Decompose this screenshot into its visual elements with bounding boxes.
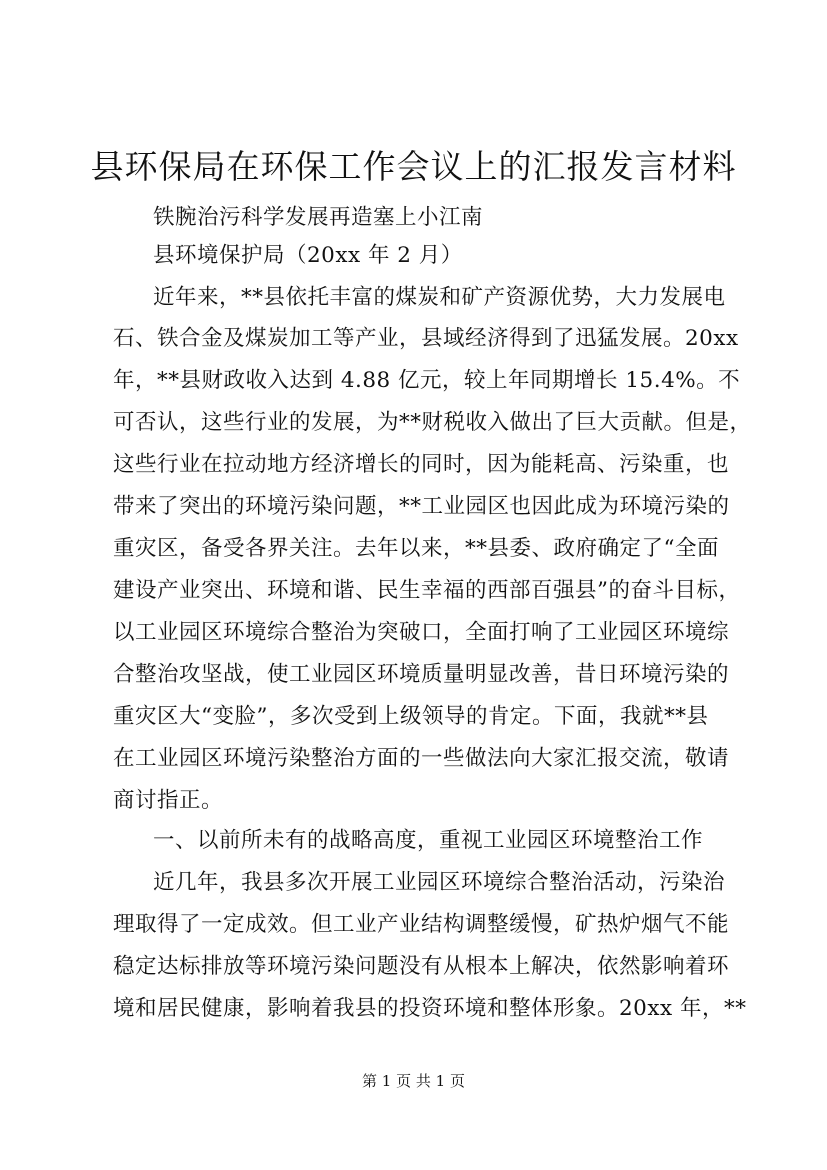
- paragraph-line: 境和居民健康，影响着我县的投资环境和整体形象。20xx 年，**: [113, 996, 747, 1021]
- paragraph-line: 近几年，我县多次开展工业园区环境综合整治活动，污染治: [153, 870, 726, 895]
- paragraph-line: 以工业园区环境综合整治为突破口，全面打响了工业园区环境综: [113, 620, 730, 645]
- paragraph-line: 商讨指正。: [113, 788, 224, 813]
- paragraph-line: 近年来，**县依托丰富的煤炭和矿产资源优势，大力发展电: [153, 285, 726, 310]
- paragraph-line: 重灾区，备受各界关注。去年以来，**县委、政府确定了“全面: [113, 536, 719, 561]
- author-line: 县环境保护局（20xx 年 2 月）: [153, 243, 463, 268]
- paragraph-line: 石、铁合金及煤炭加工等产业，县域经济得到了迅猛发展。20xx: [113, 326, 739, 351]
- paragraph-line: 建设产业突出、环境和谐、民生幸福的西部百强县”的奋斗目标，: [113, 578, 741, 603]
- paragraph-line: 重灾区大“变脸”，多次受到上级领导的肯定。下面，我就**县: [113, 704, 709, 729]
- paragraph-line: 可否认，这些行业的发展，为**财税收入做出了巨大贡献。但是，: [113, 410, 752, 435]
- paragraph-line: 带来了突出的环境污染问题，**工业园区也因此成为环境污染的: [113, 494, 730, 519]
- paragraph-line: 合整治攻坚战，使工业园区环境质量明显改善，昔日环境污染的: [113, 662, 730, 687]
- document-title: 县环保局在环保工作会议上的汇报发言材料: [90, 147, 737, 186]
- paragraph-line: 在工业园区环境污染整治方面的一些做法向大家汇报交流，敬请: [113, 746, 730, 771]
- paragraph-line: 稳定达标排放等环境污染问题没有从根本上解决，依然影响着环: [113, 954, 730, 979]
- section-heading: 一、以前所未有的战略高度，重视工业园区环境整治工作: [153, 828, 704, 853]
- paragraph-line: 理取得了一定成效。但工业产业结构调整缓慢，矿热炉烟气不能: [113, 912, 730, 937]
- subtitle-line: 铁腕治污科学发展再造塞上小江南: [153, 205, 484, 230]
- paragraph-line: 年，**县财政收入达到 4.88 亿元，较上年同期增长 15.4%。不: [113, 368, 741, 393]
- page-number-footer: 第 1 页 共 1 页: [362, 1072, 465, 1090]
- paragraph-line: 这些行业在拉动地方经济增长的同时，因为能耗高、污染重，也: [113, 452, 730, 477]
